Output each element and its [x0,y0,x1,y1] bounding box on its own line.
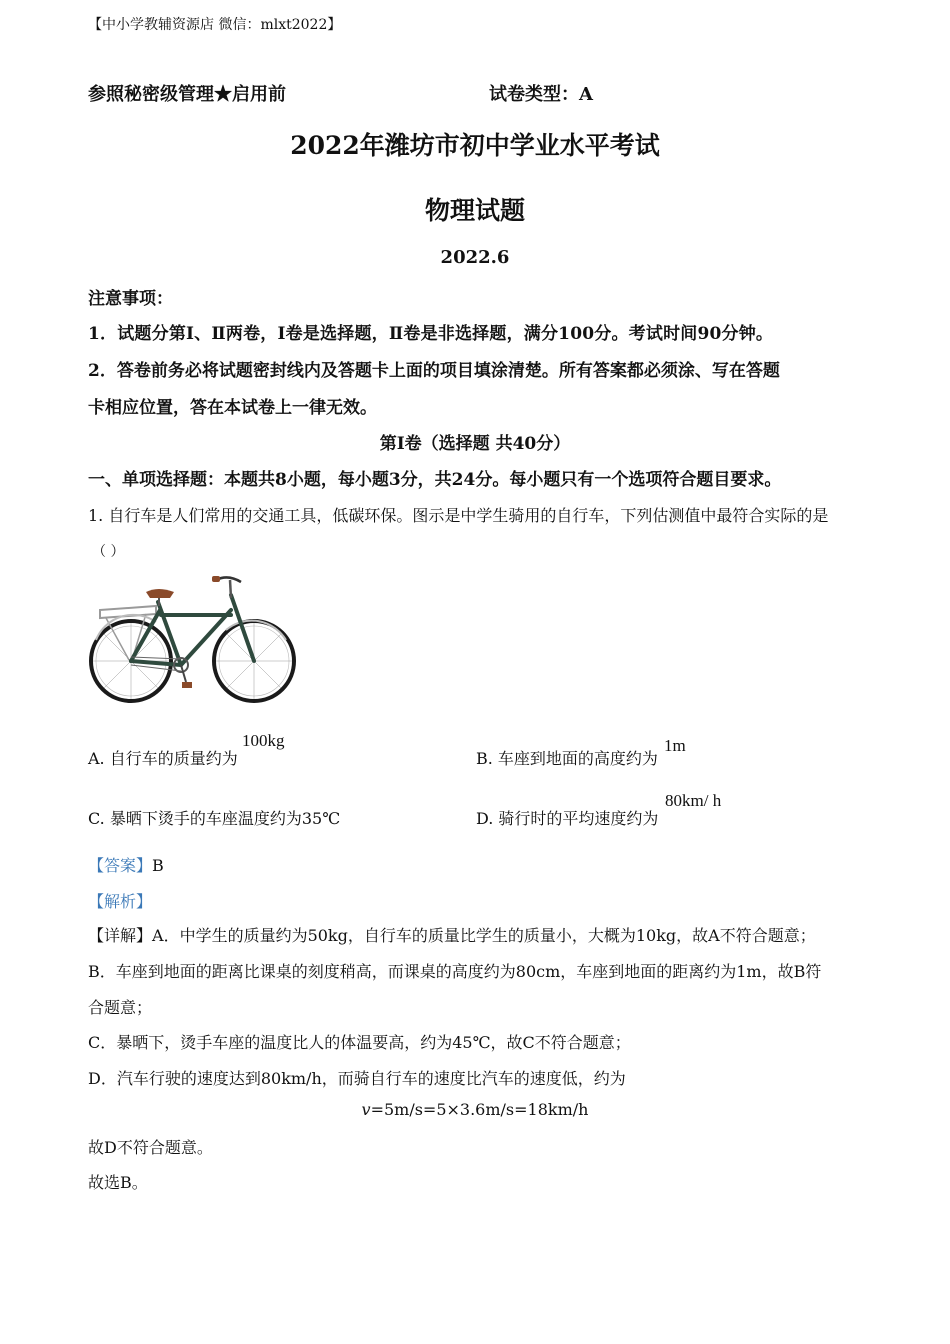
answer-label: 【答案】 [88,856,153,875]
exam-date: 2022.6 [440,247,510,268]
option-a-formula: 100kg [242,731,285,750]
answer-value: B [152,856,164,875]
paper-type: 试卷类型：A [489,84,593,105]
equation-variable: v [361,1100,371,1119]
option-c: C. 暴晒下烫手的车座温度约为35℃ [88,809,341,828]
option-d-formula: 80km/ h [665,791,722,810]
exam-title: 2022年潍坊市初中学业水平考试 [290,131,660,160]
option-a-text: A. 自行车的质量约为 [88,749,238,768]
bicycle-figure [86,570,298,706]
analysis-b-line-1: B．车座到地面的距离比课桌的刻度稍高，而课桌的高度约为80cm，车座到地面的距离约为1m，故B符 [88,962,822,981]
analysis-c: C．暴晒下，烫手车座的温度比人的体温要高，约为45℃，故C不符合题意； [88,1033,631,1052]
exam-subtitle: 物理试题 [424,196,525,225]
secret-level: 参照秘密级管理★启用前 [88,84,286,105]
option-b-text: B. 车座到地面的高度约为 [476,749,658,768]
part-title: 一、单项选择题：本题共8小题，每小题3分，共24分。每小题只有一个选项符合题目要求。 [88,470,782,490]
notice-item-2-line-2: 卡相应位置，答在本试卷上一律无效。 [88,398,377,418]
question-stem: 1. 自行车是人们常用的交通工具，低碳环保。图示是中学生骑用的自行车，下列估测值中最符合实际的是 [88,506,829,525]
analysis-b-line-2: 合题意； [88,998,153,1017]
analysis-label: 【解析】 [88,892,153,911]
detail-label: 【详解】 [88,926,153,945]
answer-blank: （ ） [92,544,125,560]
notice-item-2-line-1: 2．答卷前务必将试题密封线内及答题卡上面的项目填涂清楚。所有答案都必须涂、写在答题 [88,361,780,381]
equation-body: =5m/s=5×3.6m/s=18km/h [370,1100,589,1119]
bicycle-icon [91,576,294,701]
option-d [476,806,658,829]
analysis-d: D．汽车行驶的速度达到80km/h，而骑自行车的速度比汽车的速度低，约为 [88,1069,626,1088]
option-a [88,746,238,769]
equation [0,1100,950,1119]
analysis-a [88,923,816,946]
option-b [476,746,658,769]
page-header: 【中小学教辅资源店 微信：mlxt2022】 [88,17,342,33]
option-b-formula: 1m [664,736,686,755]
answer-line [88,853,164,876]
final-choice: 故选B。 [88,1173,148,1192]
section-title: 第Ⅰ卷（选择题 共40分） [379,434,571,454]
analysis-d-conclusion: 故D不符合题意。 [88,1138,213,1157]
analysis-a-text: A．中学生的质量约为50kg，自行车的质量比学生的质量小，大概为10kg，故A不符合题意； [152,926,816,945]
option-d-text: D. 骑行时的平均速度约为 [476,809,659,828]
notice-item-1: 1．试题分第Ⅰ、Ⅱ两卷，Ⅰ卷是选择题，Ⅱ卷是非选择题，满分100分。考试时间90分钟。 [88,324,774,344]
notice-heading: 注意事项： [88,289,173,309]
